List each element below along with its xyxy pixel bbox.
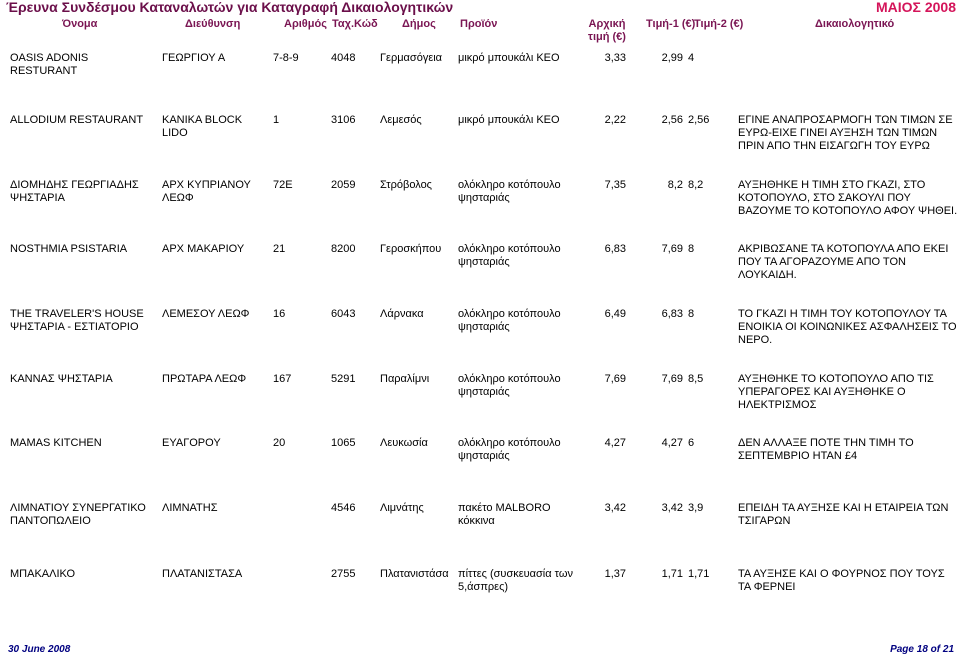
cell-number: 16 <box>273 308 286 320</box>
cell-product: ολόκληρο κοτόπουλο ψησταριάς <box>458 243 561 268</box>
cell-price0: 6,49 <box>604 308 626 320</box>
cell-price1: 2,99 <box>661 52 683 64</box>
cell-price2: 2,56 <box>688 114 710 126</box>
cell-postcode: 2755 <box>331 568 356 580</box>
cell-price2: 8,2 <box>688 179 704 191</box>
cell-address: ΛΕΜΕΣΟΥ ΛΕΩΦ <box>162 308 250 320</box>
column-header-1: Διεύθυνση <box>185 18 241 30</box>
column-header-5: Προϊόν <box>460 18 498 30</box>
cell-name: ΚΑΝΝΑΣ ΨΗΣΤΑΡΙΑ <box>10 373 113 385</box>
cell-address: ΚΑΝΙΚΑ BLOCK LIDO <box>162 114 243 139</box>
cell-number: 20 <box>273 437 286 449</box>
cell-address: ΑΡΧ ΜΑΚΑΡΙΟΥ <box>162 243 245 255</box>
cell-name: ΛΙΜΝΑΤΙΟΥ ΣΥΝΕΡΓΑΤΙΚΟ ΠΑΝΤΟΠΩΛΕΙΟ <box>10 502 146 527</box>
cell-product: ολόκληρο κοτόπουλο ψησταριάς <box>458 373 561 398</box>
column-header-9: Δικαιολογητικό <box>815 18 895 30</box>
cell-address: ΕΥΑΓΟΡΟΥ <box>162 437 221 449</box>
cell-price0: 1,37 <box>604 568 626 580</box>
cell-number: 1 <box>273 114 280 126</box>
report-brand: ΜΑΙΟΣ 2008 <box>876 0 956 15</box>
cell-municipality: Λεμεσός <box>380 114 422 126</box>
cell-postcode: 1065 <box>331 437 356 449</box>
cell-product: μικρό μπουκάλι ΚΕΟ <box>458 52 560 64</box>
cell-price0: 6,83 <box>604 243 626 255</box>
cell-price2: 8 <box>688 243 695 255</box>
cell-note: ΑΚΡΙΒΩΣΑΝΕ ΤΑ ΚΟΤΟΠΟΥΛΑ ΑΠΟ ΕΚΕΙ ΠΟΥ ΤΑ ΑΓΟΡΑΖΟΥΜΕ ΑΠΟ ΤΟΝ ΛΟΥΚΑΙΔΗ. <box>738 243 949 281</box>
cell-product: ολόκληρο κοτόπουλο ψησταριάς <box>458 179 561 204</box>
cell-number: 72Ε <box>273 179 293 191</box>
cell-name: OASIS ADONIS RESTURANT <box>10 52 89 77</box>
cell-note: ΤΟ ΓΚΑΖΙ Η ΤΙΜΗ ΤΟΥ ΚΟΤΟΠΟΥΛΟΥ ΤΑ ΕΝΟΙΚΙΑ ΟΙ ΚΟΙΝΩΝΙΚΕΣ ΑΣΦΑΛΗΣΕΙΣ ΤΟ ΝΕΡΟ. <box>738 308 957 346</box>
cell-municipality: Παραλίμνι <box>380 373 430 385</box>
cell-name: THE TRAVELER'S HOUSE ΨΗΣΤΑΡΙΑ - ΕΣΤΙΑΤΟΡΙΟ <box>10 308 144 333</box>
cell-postcode: 2059 <box>331 179 356 191</box>
cell-address: ΓΕΩΡΓΙΟΥ Α <box>162 52 226 64</box>
cell-price0: 7,69 <box>604 373 626 385</box>
cell-product: πακέτο MALBORO κόκκινα <box>458 502 551 527</box>
cell-address: ΠΡΩΤΑΡΑ ΛΕΩΦ <box>162 373 247 385</box>
cell-price0: 2,22 <box>604 114 626 126</box>
cell-postcode: 5291 <box>331 373 356 385</box>
cell-price0: 3,33 <box>604 52 626 64</box>
cell-number: 7-8-9 <box>273 52 299 64</box>
cell-name: ΜΠΑΚΑΛΙΚΟ <box>10 568 76 580</box>
cell-product: μικρό μπουκάλι ΚΕΟ <box>458 114 560 126</box>
cell-address: ΛΙΜΝΑΤΗΣ <box>162 502 218 514</box>
cell-note: ΤΑ ΑΥΞΗΣΕ ΚΑΙ Ο ΦΟΥΡΝΟΣ ΠΟΥ ΤΟΥΣ ΤΑ ΦΕΡΝΕΙ <box>738 568 945 593</box>
cell-name: MAMAS KITCHEN <box>10 437 102 449</box>
cell-product: ολόκληρο κοτόπουλο ψησταριάς <box>458 308 561 333</box>
cell-municipality: Πλατανιστάσα <box>380 568 449 580</box>
column-header-3: Ταχ.Κώδ <box>332 18 378 30</box>
cell-postcode: 8200 <box>331 243 356 255</box>
cell-note: ΑΥΞΗΘΗΚΕ Η ΤΙΜΗ ΣΤΟ ΓΚΑΖΙ, ΣΤΟ ΚΟΤΟΠΟΥΛΟ, ΣΤΟ ΣΑΚΟΥΛΙ ΠΟΥ ΒΑΖΟΥΜΕ ΤΟ ΚΟΤΟΠΟΥΛΟ ΑΦΟΥ ΨΗΘΕΙ. <box>738 179 958 217</box>
column-header-0: Όνομα <box>62 18 98 30</box>
column-header-6: Αρχική τιμή (€) <box>588 18 626 43</box>
cell-number: 167 <box>273 373 292 385</box>
cell-price2: 4 <box>688 52 695 64</box>
cell-price1: 6,83 <box>661 308 683 320</box>
cell-note: ΔΕΝ ΑΛΛΑΞΕ ΠΟΤΕ ΤΗΝ ΤΙΜΗ ΤΟ ΣΕΠΤΕΜΒΡΙΟ ΗΤΑΝ £4 <box>738 437 914 462</box>
cell-note: ΕΓΙΝΕ ΑΝΑΠΡΟΣΑΡΜΟΓΗ ΤΩΝ ΤΙΜΩΝ ΣΕ ΕΥΡΩ-ΕΙΧΕ ΓΙΝΕΙ ΑΥΞΗΣΗ ΤΩΝ ΤΙΜΩΝ ΠΡΙΝ ΑΠΟ ΤΗΝ ΕΙΣΑΓΩΓΗ ΤΟΥ ΕΥΡΩ <box>738 114 953 152</box>
cell-price1: 7,69 <box>661 373 683 385</box>
cell-address: ΠΛΑΤΑΝΙΣΤΑΣΑ <box>162 568 243 580</box>
cell-price0: 4,27 <box>604 437 626 449</box>
cell-price2: 3,9 <box>688 502 704 514</box>
cell-municipality: Λευκωσία <box>380 437 428 449</box>
cell-price1: 4,27 <box>661 437 683 449</box>
cell-price1: 8,2 <box>667 179 683 191</box>
cell-price1: 2,56 <box>661 114 683 126</box>
cell-product: πίττες (συσκευασία των 5,άσπρες) <box>458 568 573 593</box>
cell-price1: 7,69 <box>661 243 683 255</box>
cell-municipality: Γεροσκήπου <box>380 243 442 255</box>
cell-price2: 8,5 <box>688 373 704 385</box>
cell-product: ολόκληρο κοτόπουλο ψησταριάς <box>458 437 561 462</box>
column-header-7: Τιμή-1 (€) <box>646 18 696 30</box>
cell-name: ΔΙΟΜΗΔΗΣ ΓΕΩΡΓΙΑΔΗΣ ΨΗΣΤΑΡΙΑ <box>10 179 139 204</box>
cell-price1: 3,42 <box>661 502 683 514</box>
cell-price0: 7,35 <box>604 179 626 191</box>
column-header-4: Δήμος <box>402 18 436 30</box>
cell-note: ΕΠΕΙΔΗ ΤΑ ΑΥΞΗΣΕ ΚΑΙ Η ΕΤΑΙΡΕΙΑ ΤΩΝ ΤΣΙΓΑΡΩΝ <box>738 502 949 527</box>
cell-postcode: 4546 <box>331 502 356 514</box>
cell-price2: 1,71 <box>688 568 710 580</box>
cell-postcode: 3106 <box>331 114 356 126</box>
cell-address: ΑΡΧ ΚΥΠΡΙΑΝΟΥ ΛΕΩΦ <box>162 179 251 204</box>
cell-municipality: Γερμασόγεια <box>380 52 443 64</box>
cell-municipality: Λάρνακα <box>380 308 424 320</box>
footer-date: 30 June 2008 <box>8 644 71 655</box>
column-header-2: Αριθμός <box>284 18 327 30</box>
cell-municipality: Στρόβολος <box>380 179 432 191</box>
cell-price1: 1,71 <box>661 568 683 580</box>
cell-postcode: 4048 <box>331 52 356 64</box>
cell-number: 21 <box>273 243 286 255</box>
column-header-8: Τιμή-2 (€) <box>694 18 744 30</box>
cell-municipality: Λιμνάτης <box>380 502 424 514</box>
cell-name: NOSTHMIA PSISTARIA <box>10 243 128 255</box>
cell-price2: 8 <box>688 308 695 320</box>
cell-price0: 3,42 <box>604 502 626 514</box>
cell-name: ALLODIUM RESTAURANT <box>10 114 144 126</box>
cell-price2: 6 <box>688 437 695 449</box>
cell-note: ΑΥΞΗΘΗΚΕ ΤΟ ΚΟΤΟΠΟΥΛΟ ΑΠΟ ΤΙΣ ΥΠΕΡΑΓΟΡΕΣ ΚΑΙ ΑΥΞΗΘΗΚΕ Ο ΗΛΕΚΤΡΙΣΜΟΣ <box>738 373 934 411</box>
cell-postcode: 6043 <box>331 308 356 320</box>
report-title: Έρευνα Συνδέσμου Καταναλωτών για Καταγραφή Δικαιολογητικών <box>6 0 454 15</box>
footer-page: Page 18 of 21 <box>890 644 954 655</box>
